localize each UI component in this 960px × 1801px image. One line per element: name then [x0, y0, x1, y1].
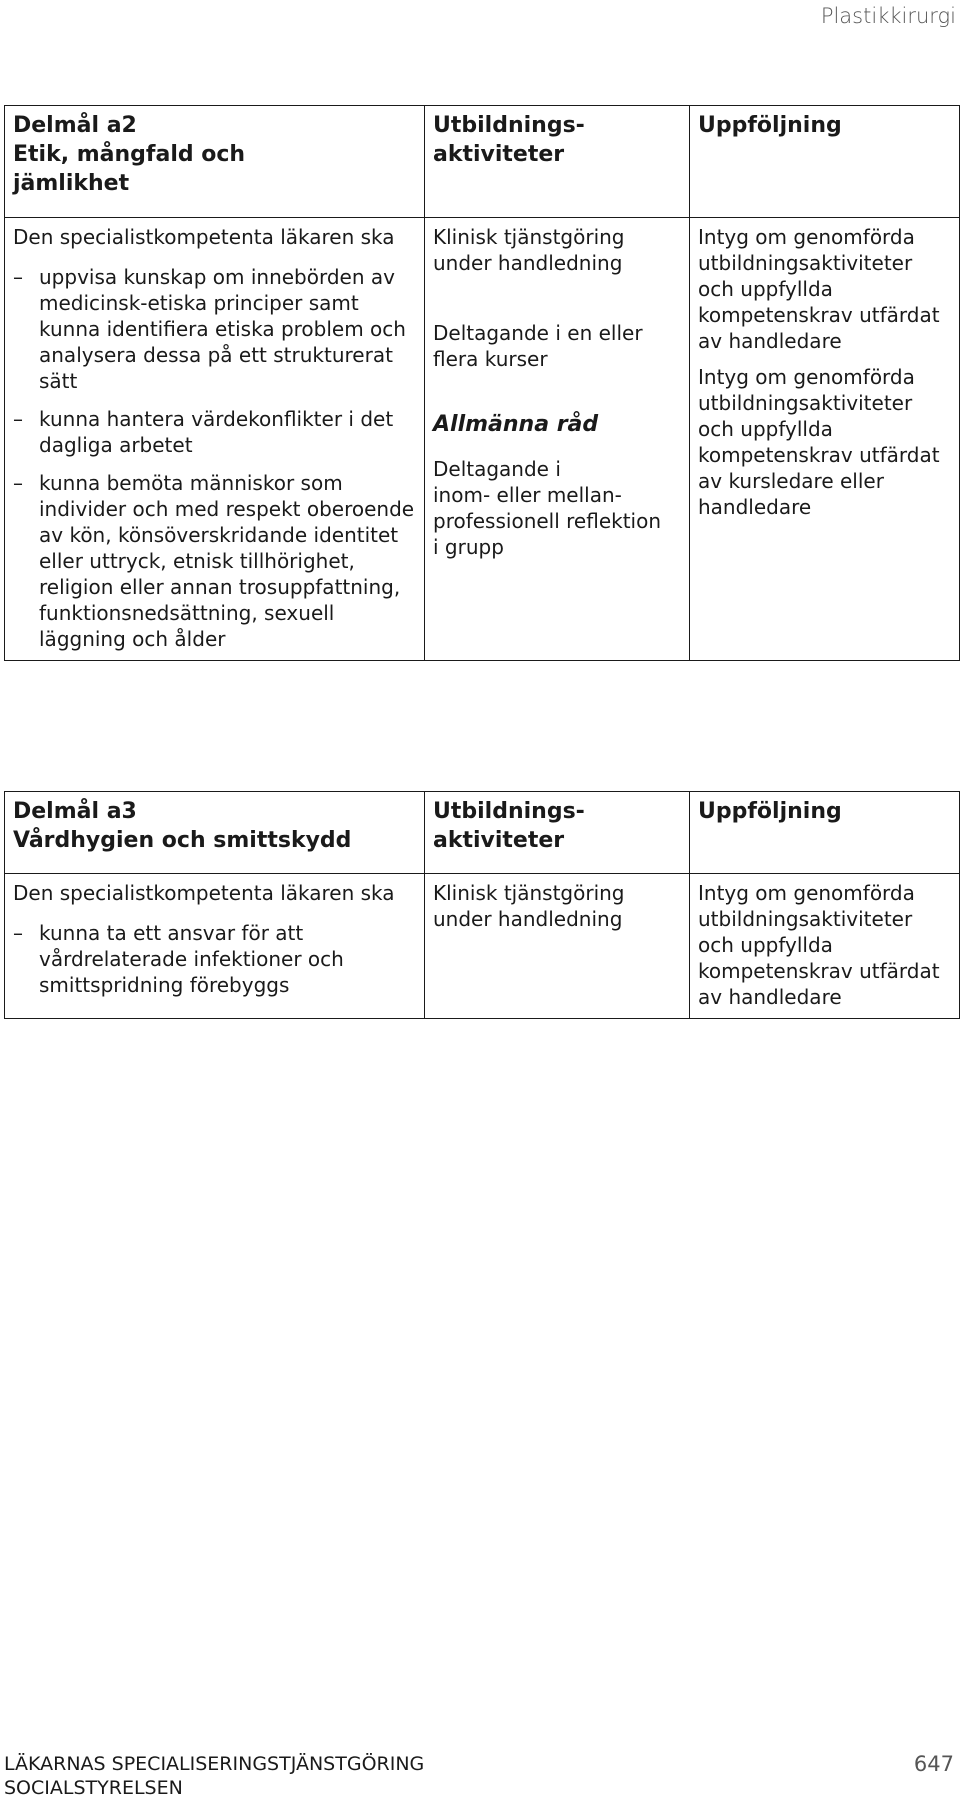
followup-item: Intyg om genomförda utbildningsaktiviteter och uppfyllda kompetenskrav utfärdat av handledare	[698, 225, 940, 353]
followup-header: Uppföljning	[690, 106, 960, 218]
requirements-intro: Den specialistkompetenta läkaren ska	[13, 225, 395, 249]
activity-item: Klinisk tjänstgöring under handledning	[433, 881, 625, 931]
followup-header: Uppföljning	[690, 792, 960, 874]
requirement-item: – kunna bemöta människor som individer och med respekt oberoende av kön, könsöverskridande identitet eller uttryck, etnisk tillhörighet, religion eller annan trosuppfattning, funktionsnedsättning, sexuell läggning och ålder	[13, 470, 416, 652]
requirement-item: – kunna hantera värdekonflikter i det dagliga arbetet	[13, 406, 416, 458]
requirement-item: – kunna ta ett ansvar för att vårdrelaterade infektioner och smittspridning förebyggs	[13, 920, 416, 998]
requirements-list	[13, 264, 416, 652]
running-head: Plastikkirurgi	[820, 4, 956, 28]
followup-item: Intyg om genomförda utbildningsaktiviteter och uppfyllda kompetenskrav utfärdat av kursledare eller handledare	[698, 365, 940, 519]
followup-cell	[690, 218, 960, 661]
requirements-list	[13, 920, 416, 998]
footer-publication: LÄKARNAS SPECIALISERINGSTJÄNSTGÖRING	[4, 1753, 425, 1775]
table-body-row	[5, 218, 960, 661]
activities-cell	[425, 874, 690, 1019]
activities-cell	[425, 218, 690, 661]
requirement-item: – uppvisa kunskap om innebörden av medicinsk-etiska principer samt kunna identifiera etiska problem och analysera dessa på ett strukturerat sätt	[13, 264, 416, 394]
followup-item: Intyg om genomförda utbildningsaktiviteter och uppfyllda kompetenskrav utfärdat av handledare	[698, 881, 940, 1009]
activities-header: Utbildnings- aktiviteter	[425, 792, 690, 874]
requirements-cell	[5, 218, 425, 661]
page-footer	[4, 1752, 956, 1800]
table-body-row	[5, 874, 960, 1019]
goal-title: Delmål a3 Vårdhygien och smittskydd	[5, 792, 425, 874]
advice-activity: Deltagande i inom- eller mellan- professionell reflektion i grupp	[433, 457, 662, 559]
followup-cell	[690, 874, 960, 1019]
page-number: 647	[913, 1752, 954, 1776]
table-header-row	[5, 792, 960, 874]
goal-title: Delmål a2 Etik, mångfald och jämlikhet	[5, 106, 425, 218]
activities-header: Utbildnings- aktiviteter	[425, 106, 690, 218]
requirements-intro: Den specialistkompetenta läkaren ska	[13, 881, 395, 905]
activity-item: Deltagande i en eller flera kurser	[433, 321, 643, 371]
table-header-row	[5, 106, 960, 218]
footer-publisher: SOCIALSTYRELSEN	[4, 1777, 183, 1799]
goal-table-a2	[4, 105, 960, 661]
advice-heading: Allmänna råd	[433, 412, 599, 437]
activity-item: Klinisk tjänstgöring under handledning	[433, 225, 625, 275]
goal-table-a3	[4, 791, 960, 1019]
requirements-cell	[5, 874, 425, 1019]
